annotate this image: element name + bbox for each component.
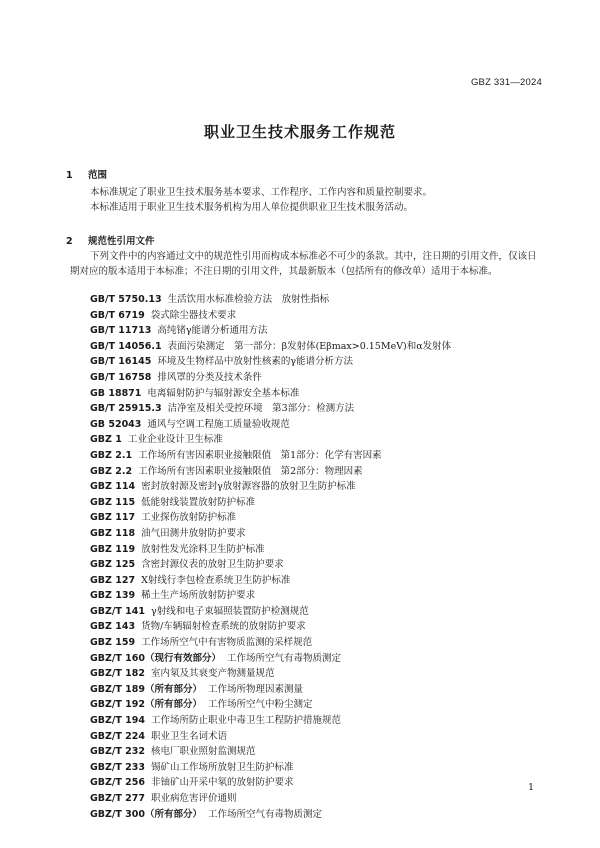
reference-item: [90, 729, 550, 745]
section-heading-normative-references: [66, 233, 155, 247]
reference-code: GB/T 16145: [90, 356, 152, 368]
reference-title: 工作场所空气有毒物质测定: [208, 808, 323, 820]
reference-item: [90, 510, 550, 526]
reference-title: 表面污染测定 第一部分：β发射体(Eβmax>0.15MeV)和α发射体: [167, 340, 452, 352]
reference-title: 工作场所空气有毒物质测定: [227, 652, 342, 664]
reference-item: [90, 292, 550, 308]
reference-item: [90, 682, 550, 698]
reference-item: [90, 339, 550, 355]
reference-title: 职业卫生名词术语: [151, 730, 228, 742]
section-number: 2: [66, 236, 73, 247]
reference-code: GB 52043: [90, 418, 142, 430]
reference-code: GBZ/T 141: [90, 605, 146, 617]
document-title: 职业卫生技术服务工作规范: [203, 123, 396, 141]
reference-item: [90, 370, 550, 386]
section-title: 范围: [88, 170, 108, 181]
reference-item: [90, 697, 550, 713]
reference-item: [90, 775, 550, 791]
reference-code: GBZ/T 160（现行有效部分）: [90, 652, 222, 664]
reference-item: [90, 604, 550, 620]
reference-item: [90, 635, 550, 651]
reference-code: GBZ/T 256: [90, 777, 146, 789]
reference-title: 低能射线装置放射防护标准: [141, 496, 256, 508]
reference-title: X射线行李包检查系统卫生防护标准: [141, 574, 291, 586]
reference-item: [90, 464, 550, 480]
reference-code: GB/T 25915.3: [90, 403, 162, 415]
references-intro: [70, 250, 540, 279]
reference-title: 通风与空调工程施工质量验收规范: [147, 418, 290, 430]
reference-code: GBZ/T 194: [90, 715, 146, 727]
reference-title: 工作场所空气中有害物质监测的采样规范: [141, 637, 313, 649]
reference-title: γ射线和电子束辐照装置防护检测规范: [151, 605, 309, 617]
section-title: 规范性引用文件: [88, 236, 155, 247]
reference-title: 含密封源仪表的放射卫生防护要求: [141, 559, 284, 571]
reference-code: GBZ 114: [90, 481, 136, 493]
reference-code: GBZ 2.1: [90, 449, 133, 461]
reference-code: GBZ/T 182: [90, 668, 146, 680]
reference-code: GBZ/T 233: [90, 761, 146, 773]
paragraph: 本标准规定了职业卫生技术服务基本要求、工作程序、工作内容和质量控制要求。: [90, 187, 433, 198]
section-heading-scope: [66, 167, 107, 181]
reference-code: GBZ 1: [90, 434, 122, 446]
reference-item: [90, 386, 550, 402]
reference-code: GBZ/T 277: [90, 793, 146, 804]
reference-code: GB/T 6719: [90, 309, 145, 321]
reference-item: [90, 448, 550, 464]
reference-title: 工作场所有害因素职业接触限值 第1部分：化学有害因素: [138, 449, 382, 461]
reference-title: 电离辐射防护与辐射源安全基本标准: [147, 387, 300, 399]
reference-code: GBZ 139: [90, 590, 136, 602]
reference-title: 袋式除尘器技术要求: [150, 309, 237, 321]
reference-title: 室内氡及其衰变产物测量规范: [151, 668, 275, 680]
reference-code: GBZ 115: [90, 496, 136, 508]
reference-item: [90, 744, 550, 760]
reference-code: GBZ/T 192（所有部分）: [90, 699, 203, 711]
reference-title: 生活饮用水标准检验方法 放射性指标: [167, 294, 330, 305]
reference-title: 工业探伤放射防护标准: [141, 512, 237, 524]
reference-item: [90, 417, 550, 433]
reference-code: GBZ 2.2: [90, 465, 133, 477]
reference-item: [90, 354, 550, 370]
reference-code: GBZ/T 189（所有部分）: [90, 683, 203, 695]
scope-paragraphs: [70, 186, 540, 215]
reference-title: 工作场所物理因素测量: [208, 683, 304, 695]
reference-title: 排风罩的分类及技术条件: [157, 371, 262, 383]
paragraph: 本标准适用于职业卫生技术服务机构为用人单位提供职业卫生技术服务活动。: [90, 201, 414, 213]
reference-item: [90, 495, 550, 511]
reference-item: [90, 479, 550, 495]
page-number: 1: [527, 782, 534, 793]
reference-list: [90, 292, 550, 822]
reference-code: GBZ 118: [90, 527, 136, 539]
document-code: GBZ 331—2024: [470, 77, 542, 88]
reference-title: 工作场所有害因素职业接触限值 第2部分：物理因素: [138, 465, 363, 477]
reference-item: [90, 760, 550, 776]
reference-title: 密封放射源及密封γ放射源容器的放射卫生防护标准: [141, 481, 356, 493]
reference-code: GBZ/T 300（所有部分）: [90, 808, 203, 820]
reference-title: 油气田测井放射防护要求: [141, 527, 246, 539]
reference-title: 稀土生产场所放射防护要求: [141, 590, 256, 602]
reference-item: [90, 713, 550, 729]
reference-code: GB/T 11713: [90, 325, 152, 337]
reference-title: 放射性发光涂料卫生防护标准: [141, 543, 265, 555]
reference-title: 工作场所空气中粉尘测定: [208, 699, 313, 711]
reference-item: [90, 308, 550, 324]
reference-title: 锡矿山工作场所放射卫生防护标准: [151, 761, 294, 773]
reference-item: [90, 619, 550, 635]
reference-item: [90, 401, 550, 417]
reference-item: [90, 573, 550, 589]
reference-item: [90, 323, 550, 339]
reference-title: 工业企业设计卫生标准: [127, 434, 223, 446]
reference-code: GBZ/T 232: [90, 746, 146, 758]
paragraph: 下列文件中的内容通过文中的规范性引用而构成本标准必不可少的条款。其中，注日期的引用文件，仅该日期对应的版本适用于本标准；不注日期的引用文件，其最新版本（包括所有的修改单）适用于本标准。: [70, 251, 537, 277]
reference-item: [90, 651, 550, 667]
reference-title: 货物/车辆辐射检查系统的放射防护要求: [141, 621, 306, 633]
reference-item: [90, 666, 550, 682]
reference-code: GBZ 159: [90, 637, 136, 649]
reference-code: GB/T 16758: [90, 371, 152, 383]
reference-code: GB 18871: [90, 387, 142, 399]
reference-code: GB/T 5750.13: [90, 294, 162, 305]
reference-code: GBZ 143: [90, 621, 136, 633]
reference-code: GB/T 14056.1: [90, 340, 162, 352]
reference-title: 职业病危害评价通则: [151, 793, 237, 804]
reference-item: [90, 557, 550, 573]
reference-item: [90, 791, 550, 807]
reference-title: 核电厂职业照射监测规范: [151, 746, 256, 758]
reference-title: 非铀矿山开采中氡的放射防护要求: [151, 777, 294, 789]
reference-title: 洁净室及相关受控环境 第3部分：检测方法: [167, 403, 355, 415]
reference-item: [90, 588, 550, 604]
reference-code: GBZ 125: [90, 559, 136, 571]
reference-title: 工作场所防止职业中毒卫生工程防护措施规范: [151, 715, 342, 727]
reference-code: GBZ/T 224: [90, 730, 146, 742]
reference-code: GBZ 119: [90, 543, 136, 555]
reference-item: [90, 807, 550, 823]
section-number: 1: [66, 170, 73, 181]
reference-item: [90, 542, 550, 558]
reference-item: [90, 526, 550, 542]
reference-code: GBZ 117: [90, 512, 136, 524]
reference-title: 高纯锗γ能谱分析通用方法: [157, 325, 268, 337]
reference-code: GBZ 127: [90, 574, 136, 586]
reference-title: 环境及生物样品中放射性核素的γ能谱分析方法: [157, 356, 354, 368]
reference-item: [90, 432, 550, 448]
